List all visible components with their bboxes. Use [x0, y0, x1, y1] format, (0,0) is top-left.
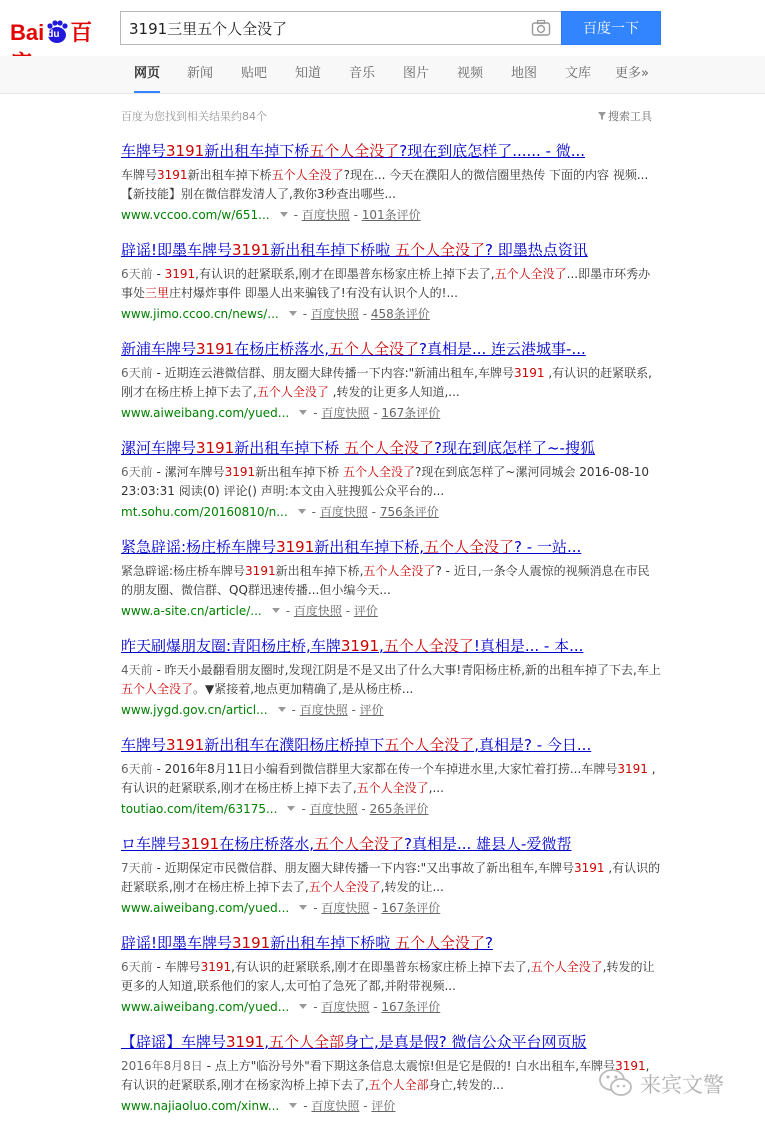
abstract-keyword: 五个人全没了: [256, 385, 329, 399]
result-abstract: [121, 1057, 661, 1095]
title-keyword: 五个人全没了: [313, 835, 404, 853]
separator: -: [301, 802, 310, 816]
search-result: [121, 141, 661, 224]
search-result: [121, 240, 661, 323]
logo-chinese: 百: [70, 21, 93, 46]
result-title-link[interactable]: [121, 933, 661, 953]
snapshot-link[interactable]: 百度快照: [321, 1000, 370, 1014]
search-result: [121, 834, 661, 917]
abstract-text: -: [152, 465, 165, 479]
title-text: ?真相是... 雄县人-爱微帮: [404, 835, 572, 853]
comments-link[interactable]: 167条评价: [381, 901, 441, 915]
abstract-keyword: 五个人全没了: [530, 960, 603, 974]
abstract-text: ,有认识的赶紧联系,刚才在即墨普东杨家庄桥上掉下去了,: [231, 960, 531, 974]
comments-link[interactable]: 评价: [359, 703, 384, 717]
title-keyword: 五个人全没了: [424, 538, 515, 556]
title-text: ,: [264, 1033, 269, 1051]
snapshot-link[interactable]: 百度快照: [321, 406, 370, 420]
snapshot-link[interactable]: 百度快照: [309, 802, 358, 816]
abstract-keyword: 五个人全部: [368, 1078, 429, 1092]
result-date: 6天前: [121, 267, 153, 281]
title-text: 新浦车牌号: [121, 340, 197, 358]
result-footer: [121, 900, 661, 917]
separator: -: [367, 505, 380, 519]
result-date: 2016年8月8日: [121, 1059, 203, 1073]
title-keyword: 五个人全没了: [384, 736, 475, 754]
abstract-text: ? - 近日,一条令人震惊的视频消息在市民的朋友圈、微信群、QQ群迅速传播...但小编今天...: [121, 564, 650, 597]
search-result: [121, 1032, 661, 1115]
search-result: [121, 438, 661, 521]
abstract-text: 紧急辟谣:杨庄桥车牌号: [121, 564, 246, 578]
result-footer: [121, 1098, 661, 1115]
title-text: 昨天刷爆朋友圈:青阳杨庄桥,车牌: [121, 637, 341, 655]
title-keyword: 3191: [232, 241, 271, 259]
title-text: 漯河车牌号: [121, 439, 197, 457]
snapshot-link[interactable]: 百度快照: [293, 604, 342, 618]
abstract-text: -: [152, 663, 165, 677]
tab-video[interactable]: 视频: [457, 66, 484, 81]
result-url[interactable]: www.najiaoluo.com/xinw...: [121, 1099, 280, 1113]
abstract-text: 昨天小最翻看朋友圈时,发现江阴是不是又出了什么大事!青阳杨庄桥,新的出租车掉了下去,车上: [164, 663, 661, 677]
abstract-text: ...即墨市环秀办事处: [121, 267, 651, 300]
comments-link[interactable]: 756条评价: [379, 505, 439, 519]
title-text: ,真相是? - 今日...: [474, 736, 592, 754]
result-abstract: [121, 859, 661, 897]
abstract-text: -: [152, 366, 165, 380]
tab-more[interactable]: 更多»: [615, 66, 649, 81]
abstract-keyword: 五个人全没了: [363, 564, 436, 578]
result-title-link[interactable]: [121, 240, 661, 260]
separator: -: [302, 307, 311, 321]
tab-bar: [0, 56, 765, 94]
abstract-text: -: [152, 267, 165, 281]
separator: -: [358, 307, 371, 321]
title-keyword: 3191: [226, 1033, 265, 1051]
result-title-link[interactable]: [121, 537, 661, 557]
result-footer: [121, 702, 661, 719]
title-text: 新出租车掉下桥啦: [270, 241, 395, 259]
abstract-text: ,有认识的赶紧联系,刚才在杨庄桥上掉下去了,: [121, 366, 652, 399]
abstract-text: -: [152, 861, 165, 875]
separator: -: [357, 802, 370, 816]
result-date: 4天前: [121, 663, 153, 677]
comments-link[interactable]: 167条评价: [381, 1000, 441, 1014]
snapshot-link[interactable]: 百度快照: [319, 505, 368, 519]
header: [0, 0, 765, 56]
separator: -: [285, 604, 294, 618]
dropdown-arrow-icon[interactable]: [280, 212, 288, 217]
title-text: 新出租车掉下桥: [234, 439, 344, 457]
search-tools-label: 搜索工具: [608, 110, 652, 123]
snapshot-link[interactable]: 百度快照: [311, 1099, 360, 1113]
tab-wenku[interactable]: 文库: [565, 66, 592, 81]
abstract-text: 身亡,转发的...: [428, 1078, 504, 1092]
result-footer: [121, 207, 661, 224]
abstract-keyword: 3191: [164, 267, 196, 281]
abstract-keyword: 3191: [224, 465, 256, 479]
result-footer: [121, 801, 661, 818]
abstract-keyword: 3191: [617, 762, 648, 776]
result-title-link[interactable]: [121, 636, 661, 656]
dropdown-arrow-icon[interactable]: [278, 707, 286, 712]
search-button[interactable]: 百度一下: [561, 11, 661, 45]
abstract-keyword: 3191: [157, 168, 188, 182]
abstract-text: 点上方"临汾号外"看下期这条信息太震惊!但是它是假的! 白水出租车,车牌号: [214, 1059, 616, 1073]
result-abstract: [121, 265, 661, 303]
dropdown-arrow-icon[interactable]: [299, 410, 307, 415]
title-text: 在杨庄桥落水,: [234, 340, 329, 358]
title-text: ?: [485, 934, 493, 952]
comments-link[interactable]: 评价: [353, 604, 378, 618]
dropdown-arrow-icon[interactable]: [289, 1103, 297, 1108]
tab-images[interactable]: 图片: [403, 66, 430, 81]
dropdown-arrow-icon[interactable]: [272, 608, 280, 613]
tab-news[interactable]: 新闻: [187, 66, 214, 81]
abstract-keyword: 3191: [615, 1059, 646, 1073]
snapshot-link[interactable]: 百度快照: [301, 208, 350, 222]
title-text: 【辟谣】车牌号: [121, 1033, 227, 1051]
separator: -: [313, 901, 322, 915]
abstract-text: ,有认识的赶紧联系,刚才在杨家沟桥上掉下去了,: [121, 1059, 650, 1092]
result-abstract: [121, 958, 661, 996]
title-keyword: 3191: [196, 439, 235, 457]
title-keyword: 五个人全没了: [328, 340, 419, 358]
abstract-text: ?现在到底怎样了~漯河同城会 2016-08-10 23:03:31 阅读(0) 评论() 声明:本文由入驻搜狐公众平台的...: [121, 465, 649, 498]
search-result: [121, 636, 661, 719]
title-keyword: 3191: [181, 835, 220, 853]
result-abstract: [121, 166, 661, 204]
abstract-text: 近期连云港微信群、朋友圈大肆传播一下内容:"新浦出租车,车牌号: [164, 366, 514, 380]
abstract-text: ,...: [428, 781, 444, 795]
title-keyword: 五个人全没了: [394, 934, 485, 952]
abstract-text: ,转发的让...: [380, 880, 444, 894]
result-url[interactable]: www.aiweibang.com/yued...: [121, 1000, 290, 1014]
separator: -: [293, 208, 302, 222]
title-text: 新出租车掉下桥,: [314, 538, 425, 556]
separator: -: [311, 505, 320, 519]
separator: -: [369, 1000, 382, 1014]
result-title-link[interactable]: [121, 735, 661, 755]
title-text: ?现在到底怎样了...... - 微...: [399, 142, 586, 160]
result-date: 7天前: [121, 861, 153, 875]
search-input[interactable]: [121, 12, 521, 44]
title-keyword: 3191: [166, 736, 205, 754]
title-keyword: 五个人全没了: [343, 439, 434, 457]
abstract-keyword: 3191: [200, 960, 232, 974]
abstract-text: 新出租车掉下桥: [255, 465, 343, 479]
paw-icon: [45, 20, 69, 44]
snapshot-link[interactable]: 百度快照: [321, 901, 370, 915]
abstract-keyword: 五个人全没了: [356, 781, 429, 795]
separator: -: [291, 703, 300, 717]
result-title-link[interactable]: [121, 438, 661, 458]
result-abstract: [121, 463, 661, 501]
comments-link[interactable]: 265条评价: [369, 802, 429, 816]
abstract-text: -: [152, 960, 165, 974]
result-url[interactable]: www.aiweibang.com/yued...: [121, 901, 290, 915]
dropdown-arrow-icon[interactable]: [299, 1004, 307, 1009]
wechat-icon: [598, 1067, 634, 1099]
title-keyword: 五个人全没了: [394, 241, 485, 259]
separator: -: [359, 1099, 372, 1113]
result-abstract: [121, 364, 661, 402]
title-keyword: 五个人全没了: [383, 637, 474, 655]
result-title-link[interactable]: [121, 1032, 661, 1052]
abstract-text: 新出租车掉下桥: [187, 168, 272, 182]
title-text: 车牌号: [121, 142, 167, 160]
result-date: 6天前: [121, 366, 153, 380]
abstract-text: ,有认识的赶紧联系,刚才在即墨普东杨家庄桥上掉下去了,: [195, 267, 495, 281]
result-footer: [121, 405, 661, 422]
title-keyword: 3191: [196, 340, 235, 358]
result-url[interactable]: www.vccoo.com/w/651...: [121, 208, 270, 222]
dropdown-arrow-icon[interactable]: [299, 905, 307, 910]
result-url[interactable]: www.aiweibang.com/yued...: [121, 406, 290, 420]
tab-tieba[interactable]: 贴吧: [241, 66, 268, 81]
abstract-keyword: 3191: [245, 564, 276, 578]
baidu-logo[interactable]: [10, 8, 114, 48]
title-keyword: 3191: [166, 142, 205, 160]
logo-du: du: [47, 29, 60, 40]
result-title-link[interactable]: [121, 141, 661, 161]
abstract-keyword: 3191: [574, 861, 605, 875]
result-count: 百度为您找到相关结果约84个: [121, 110, 267, 123]
separator: -: [313, 1000, 322, 1014]
abstract-text: 近期保定市民微信群、朋友圈大肆传播一下内容:"又出事故了新出租车,车牌号: [164, 861, 574, 875]
comments-link[interactable]: 167条评价: [381, 406, 441, 420]
abstract-keyword: 三里: [145, 286, 170, 300]
abstract-keyword: 五个人全没了: [343, 465, 416, 479]
separator: -: [313, 406, 322, 420]
abstract-text: -: [152, 762, 165, 776]
result-title-link[interactable]: [121, 834, 661, 854]
search-result: [121, 735, 661, 818]
separator: -: [369, 406, 382, 420]
abstract-text: 。▼紧接着,地点更加精确了,是从杨庄桥...: [193, 682, 414, 696]
abstract-text: 2016年8月11日小编看到微信群里大家都在传一个车掉进水里,大家忙着打捞...车牌号: [164, 762, 618, 776]
title-text: 车牌号: [121, 736, 167, 754]
result-url[interactable]: mt.sohu.com/20160810/n...: [121, 505, 288, 519]
title-text: 辟谣!即墨车牌号: [121, 241, 233, 259]
abstract-keyword: 五个人全没了: [121, 682, 194, 696]
title-text: 新出租车掉下桥啦: [270, 934, 395, 952]
title-text: 身亡,是真是假? 微信公众平台网页版: [344, 1033, 587, 1051]
title-keyword: 五个人全部: [268, 1033, 344, 1051]
comments-link[interactable]: 评价: [371, 1099, 396, 1113]
abstract-text: ,有认识的赶紧联系,刚才在杨庄桥上掉下去了,: [121, 861, 661, 894]
title-text: 新出租车掉下桥: [204, 142, 310, 160]
title-text: 辟谣!即墨车牌号: [121, 934, 233, 952]
result-date: 6天前: [121, 762, 153, 776]
result-abstract: [121, 661, 661, 699]
abstract-keyword: 五个人全没了: [308, 880, 381, 894]
separator: -: [303, 1099, 312, 1113]
result-footer: [121, 504, 661, 521]
watermark-text: 来宾文警: [640, 1073, 724, 1097]
title-keyword: 3191: [232, 934, 271, 952]
abstract-text: ,有认识的赶紧联系,刚才在杨庄桥上掉下去了,: [121, 762, 656, 795]
title-keyword: 3191: [276, 538, 315, 556]
result-date: 6天前: [121, 465, 153, 479]
title-text: ?真相是... 连云港城事-...: [419, 340, 586, 358]
camera-icon[interactable]: [531, 19, 551, 37]
title-text: ,: [379, 637, 384, 655]
title-text: ?现在到底怎样了~-搜狐: [434, 439, 595, 457]
comments-link[interactable]: 101条评价: [361, 208, 421, 222]
dropdown-arrow-icon[interactable]: [298, 509, 306, 514]
dropdown-arrow-icon[interactable]: [289, 311, 297, 316]
search-tools[interactable]: [598, 108, 652, 124]
search-result: [121, 339, 661, 422]
result-url[interactable]: www.jygd.gov.cn/articl...: [121, 703, 268, 717]
title-text: ? - 一站...: [514, 538, 582, 556]
title-text: !真相是... - 本...: [473, 637, 584, 655]
title-keyword: 五个人全没了: [309, 142, 400, 160]
separator: -: [349, 208, 362, 222]
result-date: 6天前: [121, 960, 153, 974]
abstract-text: 车牌号: [164, 960, 201, 974]
separator: -: [347, 703, 360, 717]
title-text: ? 即墨热点资讯: [485, 241, 588, 259]
abstract-text: 新出租车掉下桥,: [275, 564, 364, 578]
tab-zhidao[interactable]: 知道: [295, 66, 322, 81]
title-text: 紧急辟谣:杨庄桥车牌号: [121, 538, 277, 556]
result-url[interactable]: toutiao.com/item/63175...: [121, 802, 278, 816]
tab-music[interactable]: 音乐: [349, 66, 376, 81]
abstract-keyword: 3191: [514, 366, 545, 380]
abstract-keyword: 五个人全没了: [271, 168, 344, 182]
title-keyword: 3191: [340, 637, 380, 655]
abstract-keyword: 五个人全没了: [494, 267, 567, 281]
watermark: [596, 1067, 746, 1103]
abstract-text: -: [202, 1059, 215, 1073]
abstract-text: 漯河车牌号: [164, 465, 225, 479]
result-abstract: [121, 562, 661, 600]
title-text: 在杨庄桥落水,: [219, 835, 314, 853]
search-box: [120, 11, 561, 45]
dropdown-arrow-icon[interactable]: [287, 806, 295, 811]
separator: -: [369, 901, 382, 915]
title-text: ロ车牌号: [121, 835, 182, 853]
result-footer: [121, 999, 661, 1016]
result-url[interactable]: www.a-site.cn/article/...: [121, 604, 262, 618]
logo-bai: Bai: [10, 20, 45, 45]
abstract-text: ,转发的让更多的人知道,联系他们的家人,太可怕了急死了都,并附带视频...: [121, 960, 655, 993]
title-text: 新出租车在濮阳杨庄桥掉下: [204, 736, 385, 754]
abstract-text: 庄村爆炸事件 即墨人出来骗钱了!有没有认识个人的!...: [169, 286, 458, 300]
snapshot-link[interactable]: 百度快照: [310, 307, 359, 321]
result-title-link[interactable]: [121, 339, 661, 359]
filter-icon: [598, 112, 606, 120]
result-url[interactable]: www.jimo.ccoo.cn/news/...: [121, 307, 279, 321]
result-footer: [121, 603, 661, 620]
abstract-text: ?现在... 今天在濮阳人的微信圈里热传 下面的内容 视频...【新技能】别在微信群发清人了,教你3秒查出哪些...: [121, 168, 649, 201]
search-result: [121, 933, 661, 1016]
snapshot-link[interactable]: 百度快照: [299, 703, 348, 717]
comments-link[interactable]: 458条评价: [370, 307, 430, 321]
abstract-text: ,转发的让更多人知道,...: [328, 385, 460, 399]
abstract-text: 车牌号: [121, 168, 158, 182]
separator: -: [341, 604, 354, 618]
tab-map[interactable]: 地图: [511, 66, 538, 81]
result-abstract: [121, 760, 661, 798]
result-footer: [121, 306, 661, 323]
search-result: [121, 537, 661, 620]
tab-web[interactable]: 网页: [134, 56, 160, 93]
